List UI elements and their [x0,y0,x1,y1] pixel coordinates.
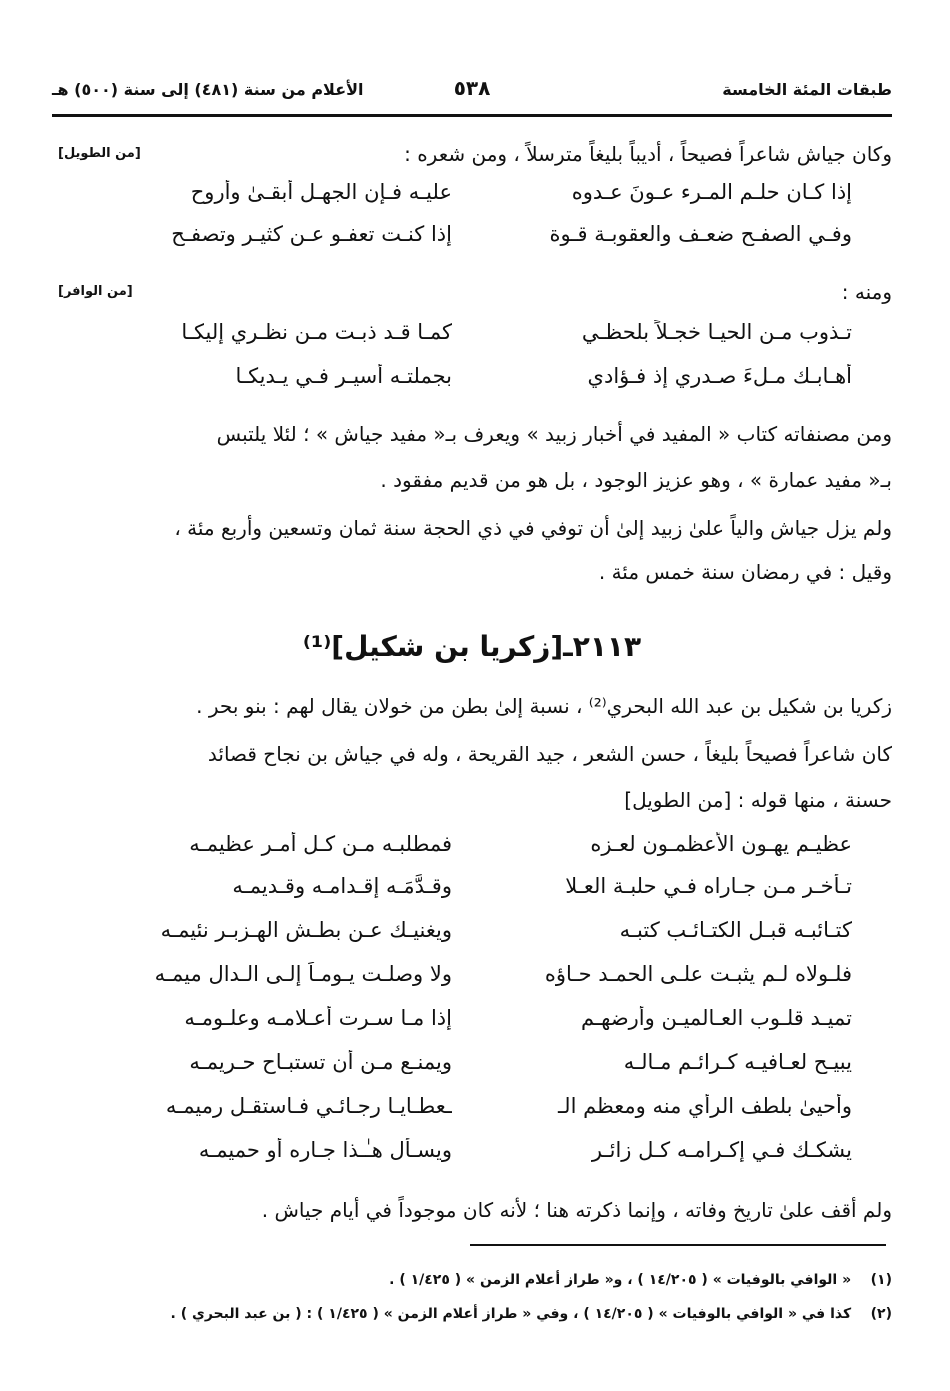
verse [52,222,852,262]
footnote-number: (٢) [870,1306,892,1322]
entry-title: ٢١١٣ـ[زكريا بن شكيل]⁽¹⁾ [302,630,642,663]
paragraph-line: حسنة ، منها قوله : [من الطويل] [624,788,892,812]
poem-intro: ومنه : [841,280,892,304]
verse-second-hemistich: ويسـأل هـٰـذا جـاره أو حميمـه [198,1138,452,1162]
paragraph-line: وقيل : في رمضان سنة خمس مئة . [598,560,892,584]
verse [52,918,852,958]
page-number: ٥٣٨ [453,76,491,100]
verse-second-hemistich: ـعطـايـا رجـائـي فـاستقـل رميمـه [165,1094,452,1118]
verse-first-hemistich: وفـي الصفـح ضعـف والعقوبـة قـوة [549,222,852,246]
header-rule [52,114,892,117]
paragraph-line: ومن مصنفاته كتاب « المفيد في أخبار زبيد » ويعرف بـ« مفيد جياش » ؛ لئلا يلتبس [216,422,892,446]
verse-second-hemistich: وقـدَّمَـه إقـدامـه وقـديمـه [232,874,452,898]
verse-second-hemistich: فمطلبـه مـن كـل أمـر عظيمـه [189,832,452,856]
footnote-text: « الوافي بالوفيات » ( ١٤/٢٠٥ ) ، و« طراز أعلام الزمن » ( ١/٤٢٥ ) . [389,1272,852,1288]
verse-first-hemistich: تـذوب مـن الحيـا خجـلاً بلحظـي [581,320,852,344]
verse-first-hemistich: تـأخـر مـن جـاراه فـي حلبـة العـلا [565,874,852,898]
verse [52,320,852,360]
paragraph-line: بـ« مفيد عمارة » ، وهو عزيز الوجود ، بل هو من قديم مفقود . [380,468,892,492]
footnote-text: كذا في « الوافي بالوفيات » ( ١٤/٢٠٥ ) ، وفي « طراز أعلام الزمن » ( ١/٤٢٥ ) : ( بن عبد البحري ) . [170,1306,852,1322]
verse [52,1094,852,1134]
verse-second-hemistich: ويمنـع مـن أن تستبـاح حـريمـه [189,1050,452,1074]
header-section-title: طبقات المئة الخامسة [722,80,892,99]
poem-intro: وكان جياش شاعراً فصيحاً ، أديباً بليغاً مترسلاً ، ومن شعره : [404,142,892,166]
meter-label: [من الطويل] [58,146,141,161]
footnote-rule [470,1244,886,1246]
verse [52,1050,852,1090]
header-volume-range: الأعلام من سنة (٤٨١) إلى سنة (٥٠٠) هـ [52,80,364,99]
verse-first-hemistich: فلـولاه لـم يثبـت علـى الحمـد حـاؤه [544,962,852,986]
verse-first-hemistich: أهـابـك مـلءَ صـدري إذ فـؤادي [587,364,852,388]
paragraph-line: ولم يزل جياش والياً علىٰ زبيد إلىٰ أن توفي في ذي الحجة سنة ثمان وتسعين وأربع مئة ، [174,516,892,540]
verse-first-hemistich: يبيـح لعـافيـه كـرائـم مـالـه [623,1050,852,1074]
verse [52,874,852,914]
verse-first-hemistich: يشكـك فـي إكـرامـه كـل زائـر [591,1138,852,1162]
verse-first-hemistich: عظيـم يهـون الأعظمـون لعـزه [590,832,852,856]
paragraph-line: كان شاعراً فصيحاً بليغاً ، حسن الشعر ، جيد القريحة ، وله في جياش بن نجاح قصائد [207,742,892,766]
verse [52,832,852,872]
paragraph-line: زكريا بن شكيل بن عبد الله البحري⁽²⁾ ، نسبة إلىٰ بطن من خولان يقال لهم : بنو بحر . [196,694,892,718]
verse-first-hemistich: وأحيىٰ بلطف الرأي منه ومعظم الـ [558,1094,852,1118]
verse-second-hemistich: ولا وصلـت يـومـاً إلـى الـدال ميمـه [154,962,452,986]
meter-label: [من الوافر] [58,284,133,299]
verse-second-hemistich: كمـا قـد ذبـت مـن نظـري إليكـا [181,320,452,344]
verse-second-hemistich: إذا مـا سـرت أعـلامـه وعلـومـه [184,1006,452,1030]
verse [52,364,852,404]
verse-second-hemistich: عليـه فـإن الجهـل أبقـىٰ وأروح [190,180,452,204]
footnote [52,1266,892,1294]
paragraph-line: ولم أقف علىٰ تاريخ وفاته ، وإنما ذكرته هنا ؛ لأنه كان موجوداً في أيام جياش . [261,1198,892,1222]
verse-second-hemistich: بجملتـه أسيـر فـي يـديكـا [235,364,452,388]
verse-second-hemistich: ويغنيـك عـن بطـش الهـزبـر نئيمـه [160,918,452,942]
footnote-number: (١) [870,1272,892,1288]
verse [52,180,852,220]
footnote [52,1300,892,1328]
verse [52,1138,852,1178]
running-header [52,76,892,110]
verse-first-hemistich: تميـد قلـوب العـالميـن وأرضهـم [581,1006,852,1030]
verse-second-hemistich: إذا كنـت تعفـو عـن كثيـر وتصفـح [171,222,452,246]
verse-first-hemistich: كتـائبـه قبـل الكتـائـب كتبـه [619,918,852,942]
verse [52,1006,852,1046]
verse-first-hemistich: إذا كـان حلـم المـرء عـونَ عـدوه [571,180,852,204]
verse [52,962,852,1002]
